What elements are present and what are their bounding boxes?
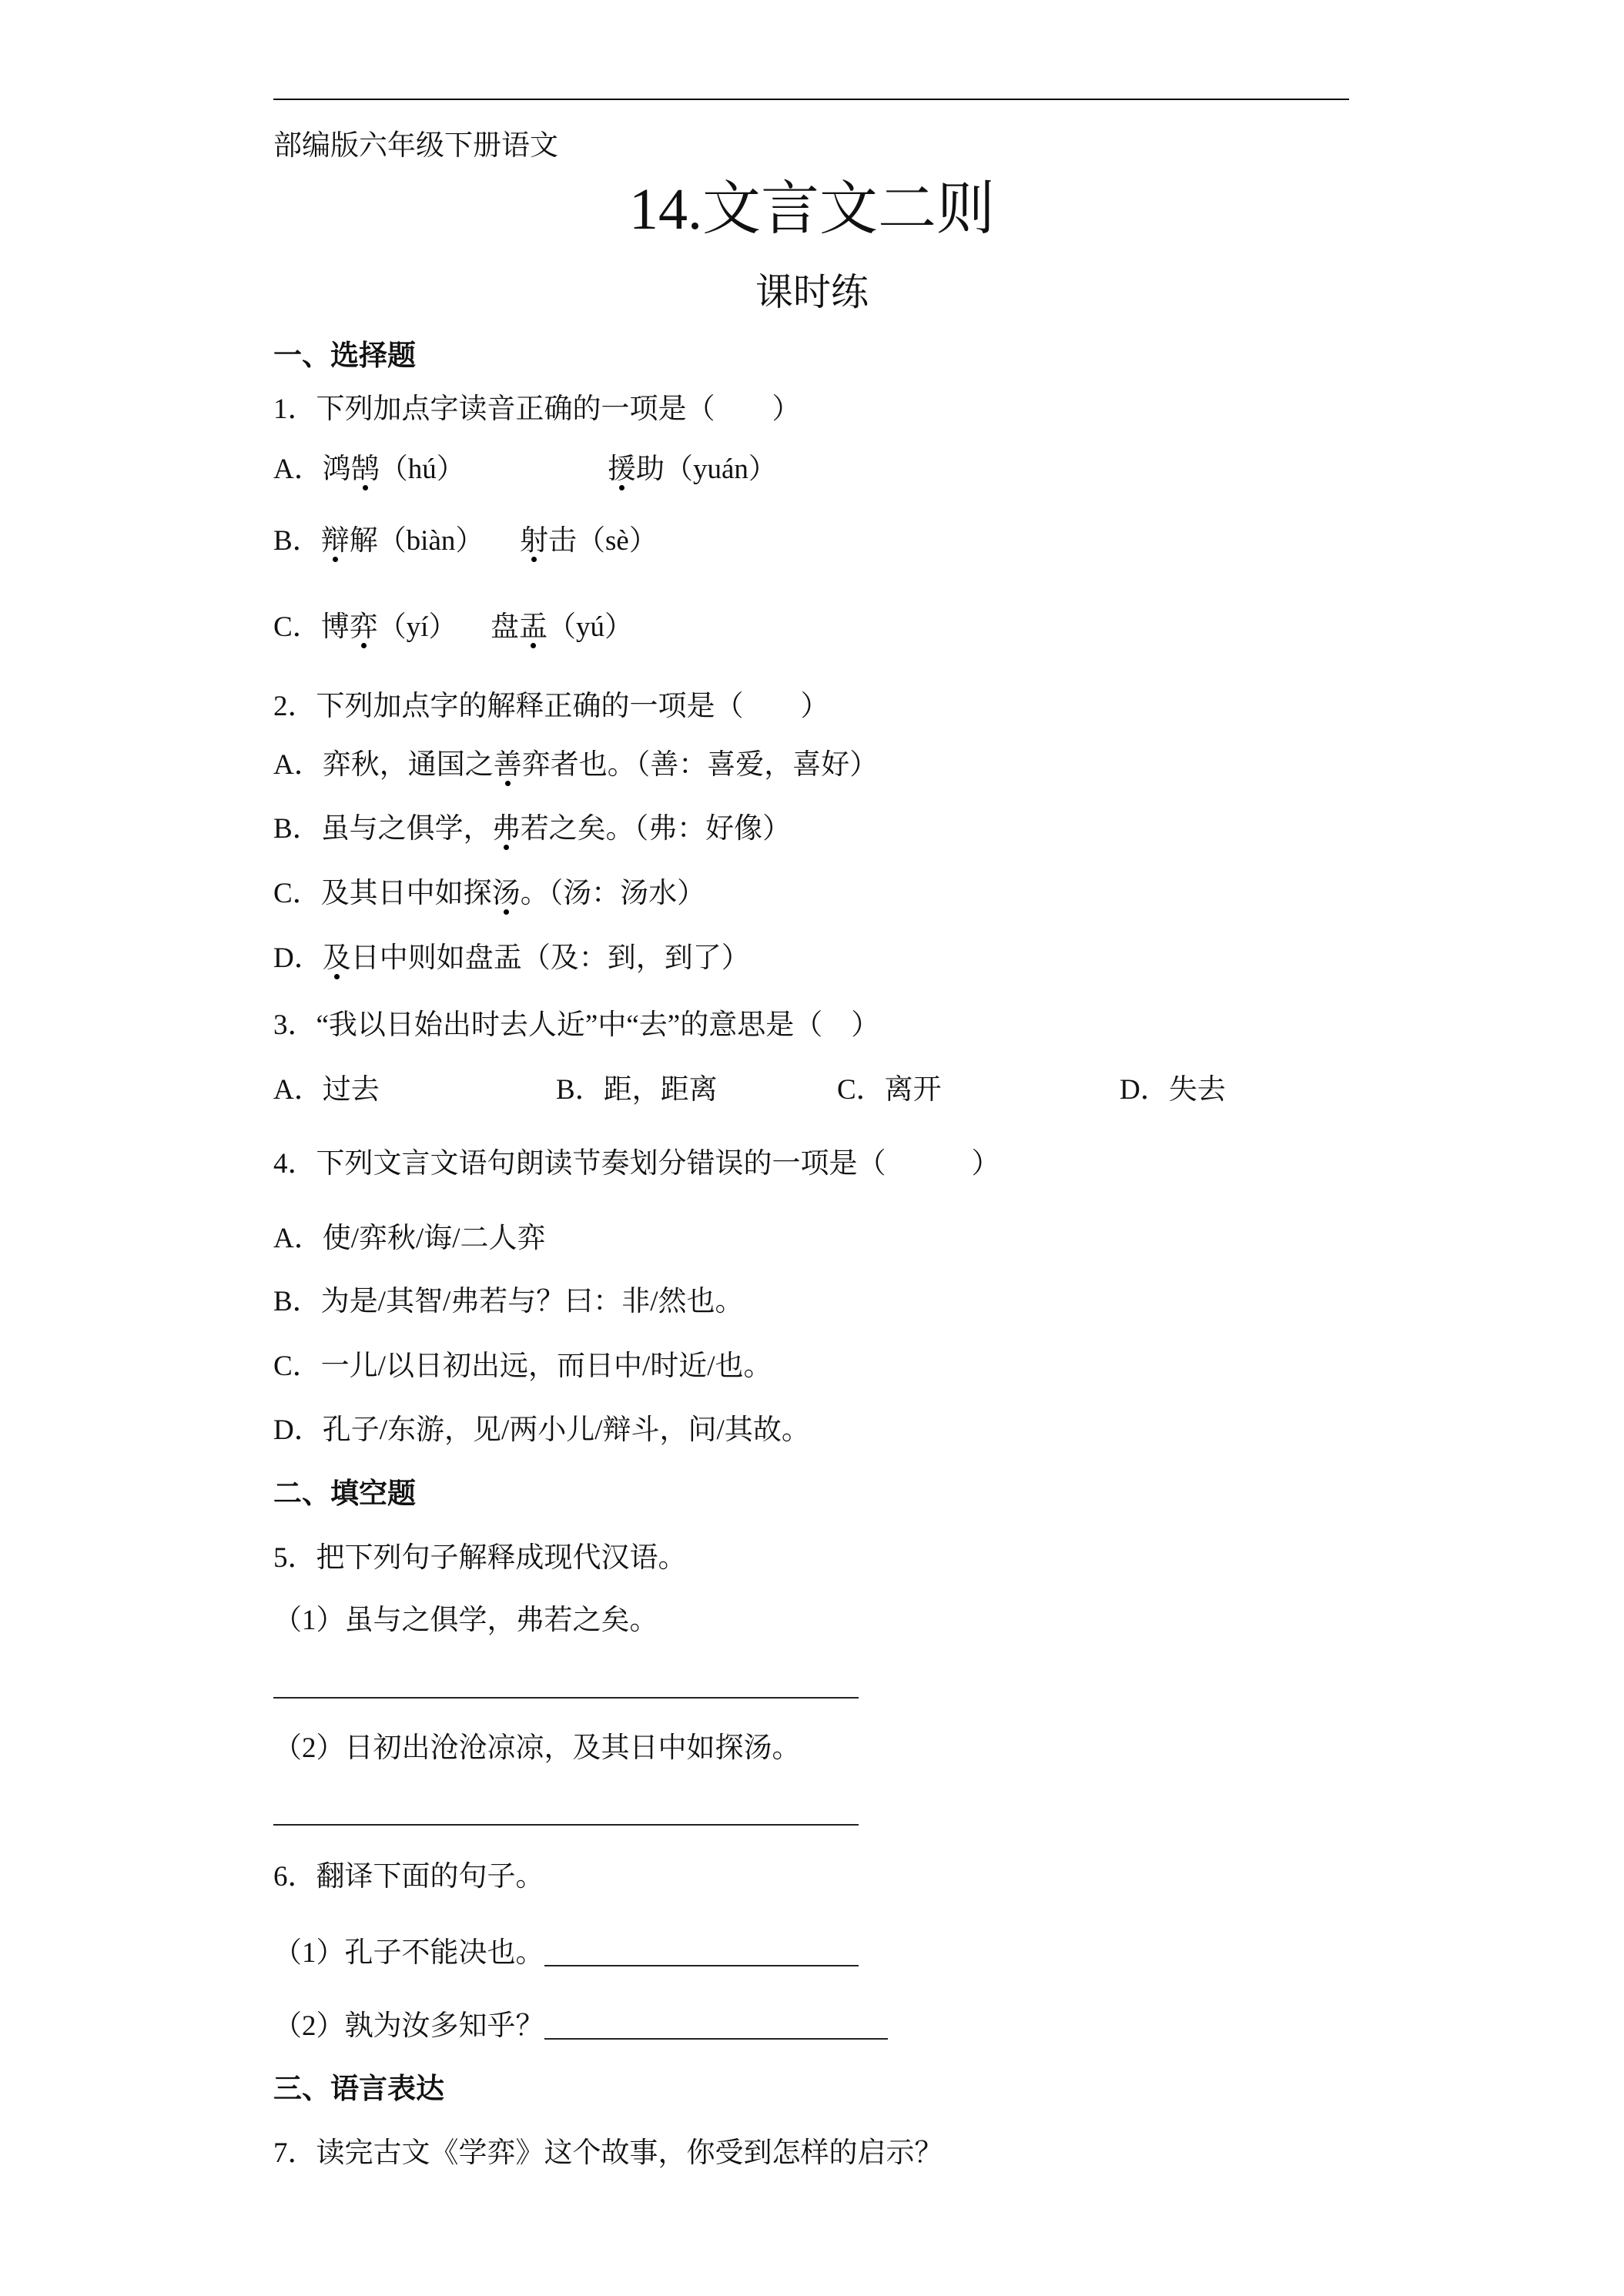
q5-item-2: （2）日初出沧沧凉凉，及其日中如探汤。 — [273, 1732, 801, 1764]
question-4-stem: 4．下列文言文语句朗读节奏划分错误的一项是（ ） — [273, 1148, 1000, 1180]
section-heading-choice: 一、选择题 — [273, 339, 416, 372]
emphasized-char: 盂 — [519, 611, 547, 643]
q1-option-b-word-1 — [273, 524, 484, 558]
section-heading-fill: 二、填空题 — [273, 1477, 416, 1510]
question-5-stem: 5．把下列句子解释成现代汉语。 — [273, 1542, 687, 1574]
word-text: 鸿 — [322, 454, 351, 485]
q6-item-1: （1）孔子不能决也。 — [273, 1937, 544, 1969]
q1-option-c-word-1 — [273, 611, 457, 644]
option-label: C． — [273, 878, 321, 909]
emphasized-char: 善 — [493, 749, 522, 781]
answer-blank — [544, 2038, 888, 2040]
answer-blank — [273, 1697, 859, 1699]
page-subtitle: 课时练 — [755, 271, 869, 313]
q1-option-a — [273, 453, 1349, 487]
q4-option-d: D．孔子/东游，见/两小儿/辩斗，问/其故。 — [273, 1414, 810, 1446]
question-1-stem: 1．下列加点字读音正确的一项是（ ） — [273, 393, 801, 425]
q1-option-a-word-1 — [273, 453, 465, 487]
q6-item-2: （2）孰为汝多知乎？ — [273, 2010, 544, 2042]
option-text: 弈秋，通国之 — [322, 749, 494, 781]
q1-option-c-word-2 — [491, 611, 633, 644]
word-text: 助（yuán） — [636, 454, 777, 485]
q3-option-a: A．过去 — [273, 1074, 380, 1106]
q4-option-b: B．为是/其智/弗若与？曰：非/然也。 — [273, 1286, 744, 1317]
word-text: 击（sè） — [548, 525, 658, 557]
q1-option-b-word-2 — [520, 524, 658, 558]
q2-option-c — [273, 877, 1349, 911]
option-text: 弈者也。（善：喜爱，喜好） — [521, 749, 879, 781]
question-3-stem: 3．“我以日始出时去人近”中“去”的意思是（ ） — [273, 1009, 880, 1041]
answer-blank — [273, 1824, 859, 1826]
option-label: A． — [273, 454, 323, 485]
q1-option-c — [273, 611, 1349, 644]
option-text: 日中则如盘盂（及：到，到了） — [350, 942, 750, 974]
emphasized-char: 及 — [322, 942, 351, 974]
word-text: （yí） — [377, 611, 457, 643]
q3-options — [273, 1073, 1349, 1107]
option-text: 。（汤：汤水） — [520, 878, 706, 909]
q4-option-c: C．一儿/以日初出远，而日中/时近/也。 — [273, 1350, 772, 1382]
option-text: 虽与之俱学， — [320, 813, 492, 845]
question-7-stem: 7．读完古文《学弈》这个故事，你受到怎样的启示？ — [273, 2137, 943, 2169]
emphasized-char: 射 — [520, 525, 548, 557]
q4-option-a: A．使/弈秋/诲/二人弈 — [273, 1223, 546, 1254]
question-6-stem: 6．翻译下面的句子。 — [273, 1861, 544, 1893]
emphasized-char: 弗 — [491, 813, 521, 845]
word-text: 解（biàn） — [349, 525, 484, 557]
header-series-label: 部编版六年级下册语文 — [273, 130, 558, 162]
q2-option-a — [273, 748, 1349, 782]
q2-option-b — [273, 812, 1349, 846]
header-rule — [273, 99, 1349, 100]
page-title: 14.文言文二则 — [629, 177, 995, 242]
option-text: 及其日中如探 — [320, 878, 492, 909]
option-label: B． — [273, 813, 321, 845]
q2-option-d — [273, 942, 1349, 976]
q3-option-c: C．离开 — [837, 1074, 942, 1106]
section-heading-expression: 三、语言表达 — [273, 2072, 444, 2105]
q3-option-d: D．失去 — [1120, 1074, 1226, 1106]
word-text: 盘 — [491, 611, 519, 643]
option-label: A． — [273, 749, 323, 781]
emphasized-char: 弈 — [349, 611, 378, 643]
q5-item-1: （1）虽与之俱学，弗若之矣。 — [273, 1605, 658, 1636]
q1-option-b — [273, 524, 1349, 558]
emphasized-char: 鹄 — [350, 454, 380, 485]
word-text: （yú） — [547, 611, 633, 643]
question-2-stem: 2．下列加点字的解释正确的一项是（ ） — [273, 691, 829, 722]
emphasized-char: 援 — [608, 454, 636, 485]
word-text: 博 — [320, 611, 350, 643]
q1-option-a-word-2 — [608, 453, 777, 487]
emphasized-char: 辩 — [320, 525, 350, 557]
answer-blank — [544, 1965, 859, 1966]
option-label: C． — [273, 611, 321, 643]
option-text: 若之矣。（弗：好像） — [520, 813, 792, 845]
option-label: B． — [273, 525, 321, 557]
option-label: D． — [273, 942, 323, 974]
word-text: （hú） — [379, 454, 465, 485]
emphasized-char: 汤 — [491, 878, 521, 909]
q3-option-b: B．距，距离 — [556, 1074, 718, 1106]
